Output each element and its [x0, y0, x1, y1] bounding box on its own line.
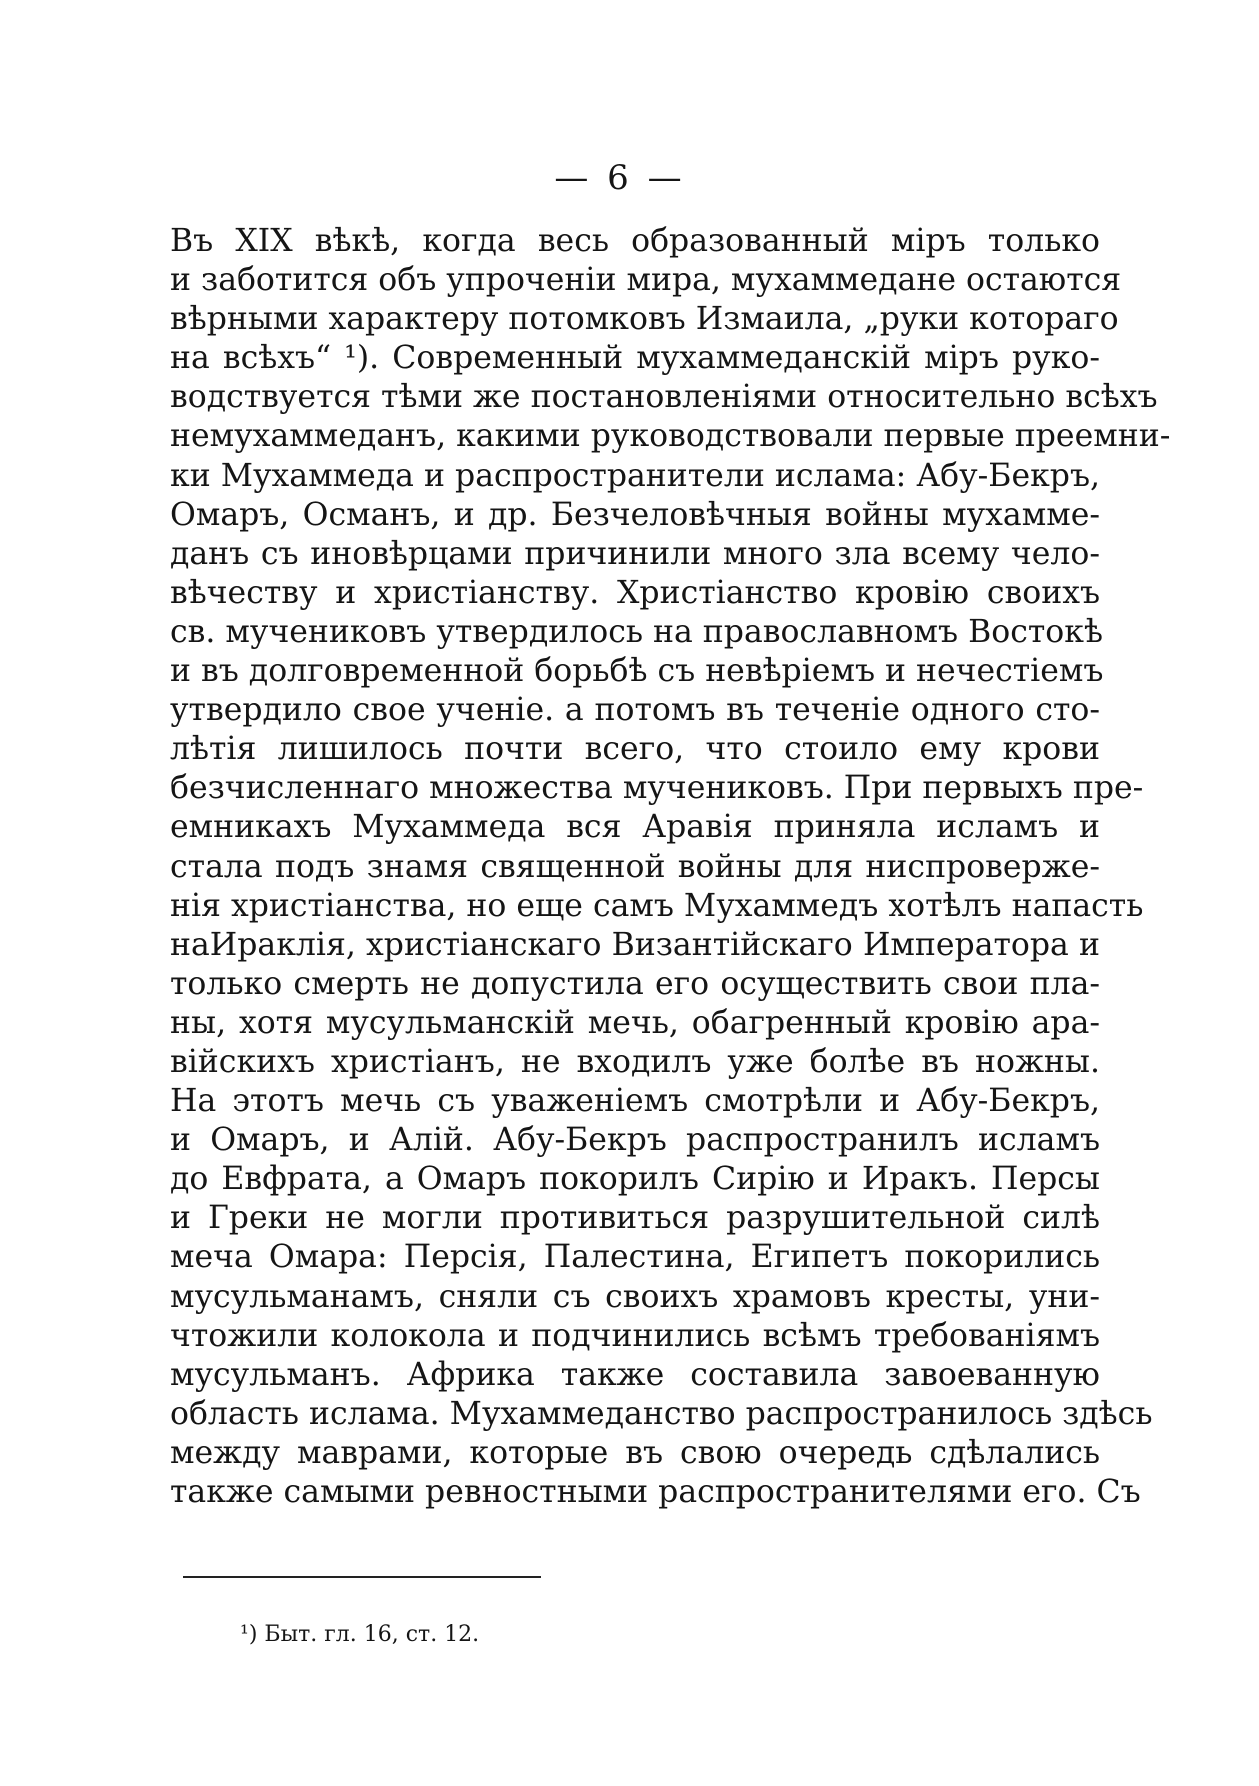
text-line: на всѣхъ“ ¹). Современный мухаммеданскій міръ руко-: [170, 340, 1100, 377]
text-line: вѣрными характеру потомковъ Измаила, „руки котораго: [170, 301, 1119, 338]
text-line: между маврами, которые въ свою очередь сдѣлались: [170, 1434, 1100, 1471]
footnote-text: Быт. гл. 16, ст. 12.: [264, 1622, 480, 1647]
text-line: наИраклія, христіанскаго Византійскаго Императора и: [170, 926, 1100, 963]
text-line: немухаммеданъ, какими руководствовали первые преемни-: [170, 418, 1171, 455]
text-line: до Евфрата, а Омаръ покорилъ Сирію и Иракъ. Персы: [170, 1161, 1100, 1198]
text-line: мусульманамъ, сняли съ своихъ храмовъ кресты, уни-: [170, 1278, 1100, 1315]
text-line: и въ долговременной борьбѣ съ невѣріемъ и нечестіемъ: [170, 653, 1104, 690]
text-line: мусульманъ. Африка также составила завоеванную: [170, 1356, 1100, 1393]
text-line: вѣчеству и христіанству. Христіанство кровію своихъ: [170, 574, 1100, 611]
text-line: Въ XIX вѣкѣ, когда весь образованный міръ только: [170, 223, 1100, 259]
text-line: св. мучениковъ утвердилось на православномъ Востокѣ: [170, 613, 1103, 650]
footnote-divider: [183, 1576, 541, 1578]
text-line: также самыми ревностными распространителями его. Съ: [170, 1474, 1141, 1510]
text-line: лѣтія лишилось почти всего, что стоило ему крови: [170, 731, 1100, 768]
text-line: На этотъ мечь съ уваженіемъ смотрѣли и Абу-Бекръ,: [170, 1083, 1100, 1120]
text-line: область ислама. Мухаммеданство распространилось здѣсь: [170, 1395, 1153, 1432]
text-line: и заботится объ упроченіи мира, мухаммедане остаются: [170, 262, 1122, 299]
text-line: безчисленнаго множества мучениковъ. При первыхъ пре-: [170, 770, 1144, 807]
text-line: емникахъ Мухаммеда вся Аравія приняла исламъ и: [170, 809, 1100, 846]
text-line: війскихъ христіанъ, не входилъ уже болѣе въ ножны.: [170, 1043, 1100, 1080]
text-line: и Греки не могли противиться разрушительной силѣ: [170, 1200, 1100, 1237]
text-line: и Омаръ, и Алій. Абу-Бекръ распространилъ исламъ: [170, 1122, 1100, 1159]
body-text: [170, 222, 1171, 1512]
text-line: водствуется тѣми же постановленіями относительно всѣхъ: [170, 379, 1158, 416]
text-line: только смерть не допустила его осуществить свои пла-: [170, 965, 1100, 1002]
page-number: — 6 —: [554, 158, 686, 198]
text-line: меча Омара: Персія, Палестина, Египетъ покорились: [170, 1239, 1100, 1276]
text-line: стала подъ знамя священной войны для ниспроверже-: [170, 848, 1100, 885]
text-line: ки Мухаммеда и распространители ислама: Абу-Бекръ,: [170, 457, 1100, 494]
footnote: [240, 1620, 479, 1650]
text-line: ны, хотя мусульманскій мечь, обагренный кровію ара-: [170, 1004, 1100, 1041]
text-line: данъ съ иновѣрцами причинили много зла всему чело-: [170, 535, 1100, 572]
text-line: нія христіанства, но еще самъ Мухаммедъ хотѣлъ напасть: [170, 887, 1144, 924]
text-line: чтожили колокола и подчинились всѣмъ требованіямъ: [170, 1317, 1100, 1354]
footnote-marker: ¹): [240, 1622, 258, 1647]
text-line: утвердило свое ученіе. а потомъ въ теченіе одного сто-: [170, 692, 1100, 729]
text-line: Омаръ, Османъ, и др. Безчеловѣчныя войны мухамме-: [170, 496, 1100, 533]
